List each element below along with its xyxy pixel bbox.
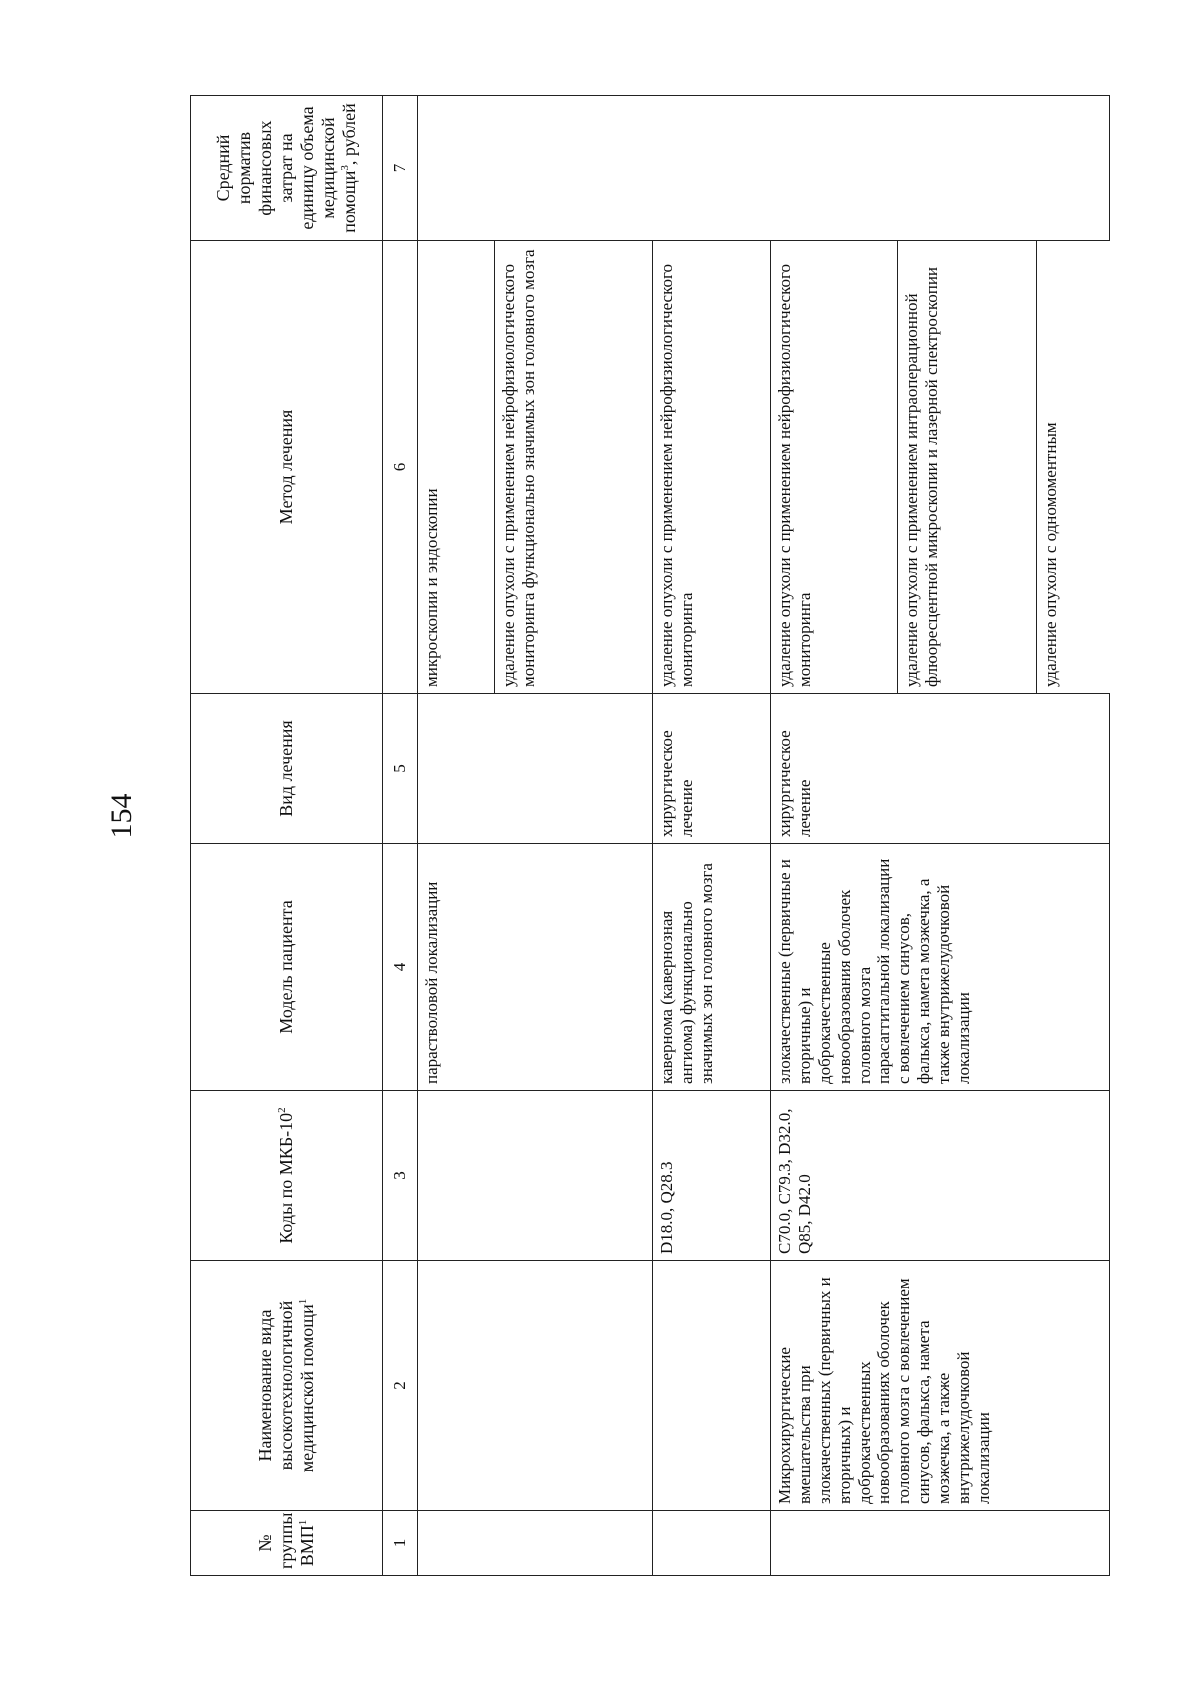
- header-vmp-name: Наименование вида высокотехнологичной медицинской помощи$^1$: [191, 1261, 383, 1511]
- header-patient-model: Модель пациента: [191, 844, 383, 1091]
- cell-group: [771, 1511, 1110, 1576]
- method-item: микроскопии и эндоскопии: [418, 241, 495, 693]
- cell-treatment: хирургическое лечение: [653, 694, 771, 844]
- cell-cost: [418, 96, 1110, 241]
- header-cost-norm: Средний норматив финансовых затрат на единицу объема медицинской помощи$^3$, рублей: [191, 96, 383, 241]
- cell-name: [653, 1261, 771, 1511]
- col-number: 5: [383, 694, 418, 844]
- header-treatment-type: Вид лечения: [191, 694, 383, 844]
- vmp-table: [190, 95, 1110, 1576]
- header-row: [191, 96, 383, 1576]
- col-number: 3: [383, 1091, 418, 1261]
- cell-model: парастволовой локализации: [418, 844, 653, 1091]
- cell-group: [418, 1511, 653, 1576]
- header-treatment-method: Метод лечения: [191, 241, 383, 694]
- method-item: удаление опухоли с применением интраоперационной флюоресцентной микроскопии и лазерной спектроскопии: [898, 241, 1037, 693]
- cell-treatment: хирургическое лечение: [771, 694, 1110, 844]
- col-number: 7: [383, 96, 418, 241]
- cell-methods: [771, 241, 1110, 694]
- cell-codes: C70.0, C79.3, D32.0, Q85, D42.0: [771, 1091, 1110, 1261]
- method-item: удаление опухоли с одномоментным: [1041, 422, 1060, 687]
- col-number: 6: [383, 241, 418, 694]
- table-container: [190, 96, 1110, 1576]
- page-number: 154: [105, 793, 138, 839]
- header-icd-codes: Коды по МКБ-$10^2$: [191, 1091, 383, 1261]
- method-item: удаление опухоли с применением нейрофизиологического мониторинга: [771, 241, 898, 693]
- table-row: [653, 96, 771, 1576]
- cell-treatment: [418, 694, 653, 844]
- cell-model: злокачественные (первичные и вторичные) и доброкачественные новообразования оболочек головного мозга парасаггитальной локализации с вовлечением синусов, фалькса, намета мозжечка, а также внутрижелудочковой локализации: [771, 844, 1110, 1091]
- cell-codes: D18.0, Q28.3: [653, 1091, 771, 1261]
- method-item: удаление опухоли с применением нейрофизиологического мониторинга функционально значимых зон головного мозга: [499, 249, 538, 687]
- cell-name: Микрохирургические вмешательства при злокачественных (первичных и вторичных) и доброкачественных новообразованиях оболочек головного мозга с вовлечением синусов, фалькса, намета мозжечка, а также внутрижелудочковой локализации: [771, 1261, 1110, 1511]
- cell-group: [653, 1511, 771, 1576]
- cell-codes: [418, 1091, 653, 1261]
- cell-name: [418, 1261, 653, 1511]
- header-group-number: № группы ВМП$^1$: [191, 1511, 383, 1576]
- table-row: [418, 96, 653, 1576]
- table-row: [771, 96, 1110, 1576]
- cell-methods: [418, 241, 653, 694]
- column-number-row: [383, 96, 418, 1576]
- col-number: 1: [383, 1511, 418, 1576]
- col-number: 2: [383, 1261, 418, 1511]
- cell-model: кавернома (кавернозная ангиома) функционально значимых зон головного мозга: [653, 844, 771, 1091]
- col-number: 4: [383, 844, 418, 1091]
- cell-method: удаление опухоли с применением нейрофизиологического мониторинга: [653, 241, 771, 694]
